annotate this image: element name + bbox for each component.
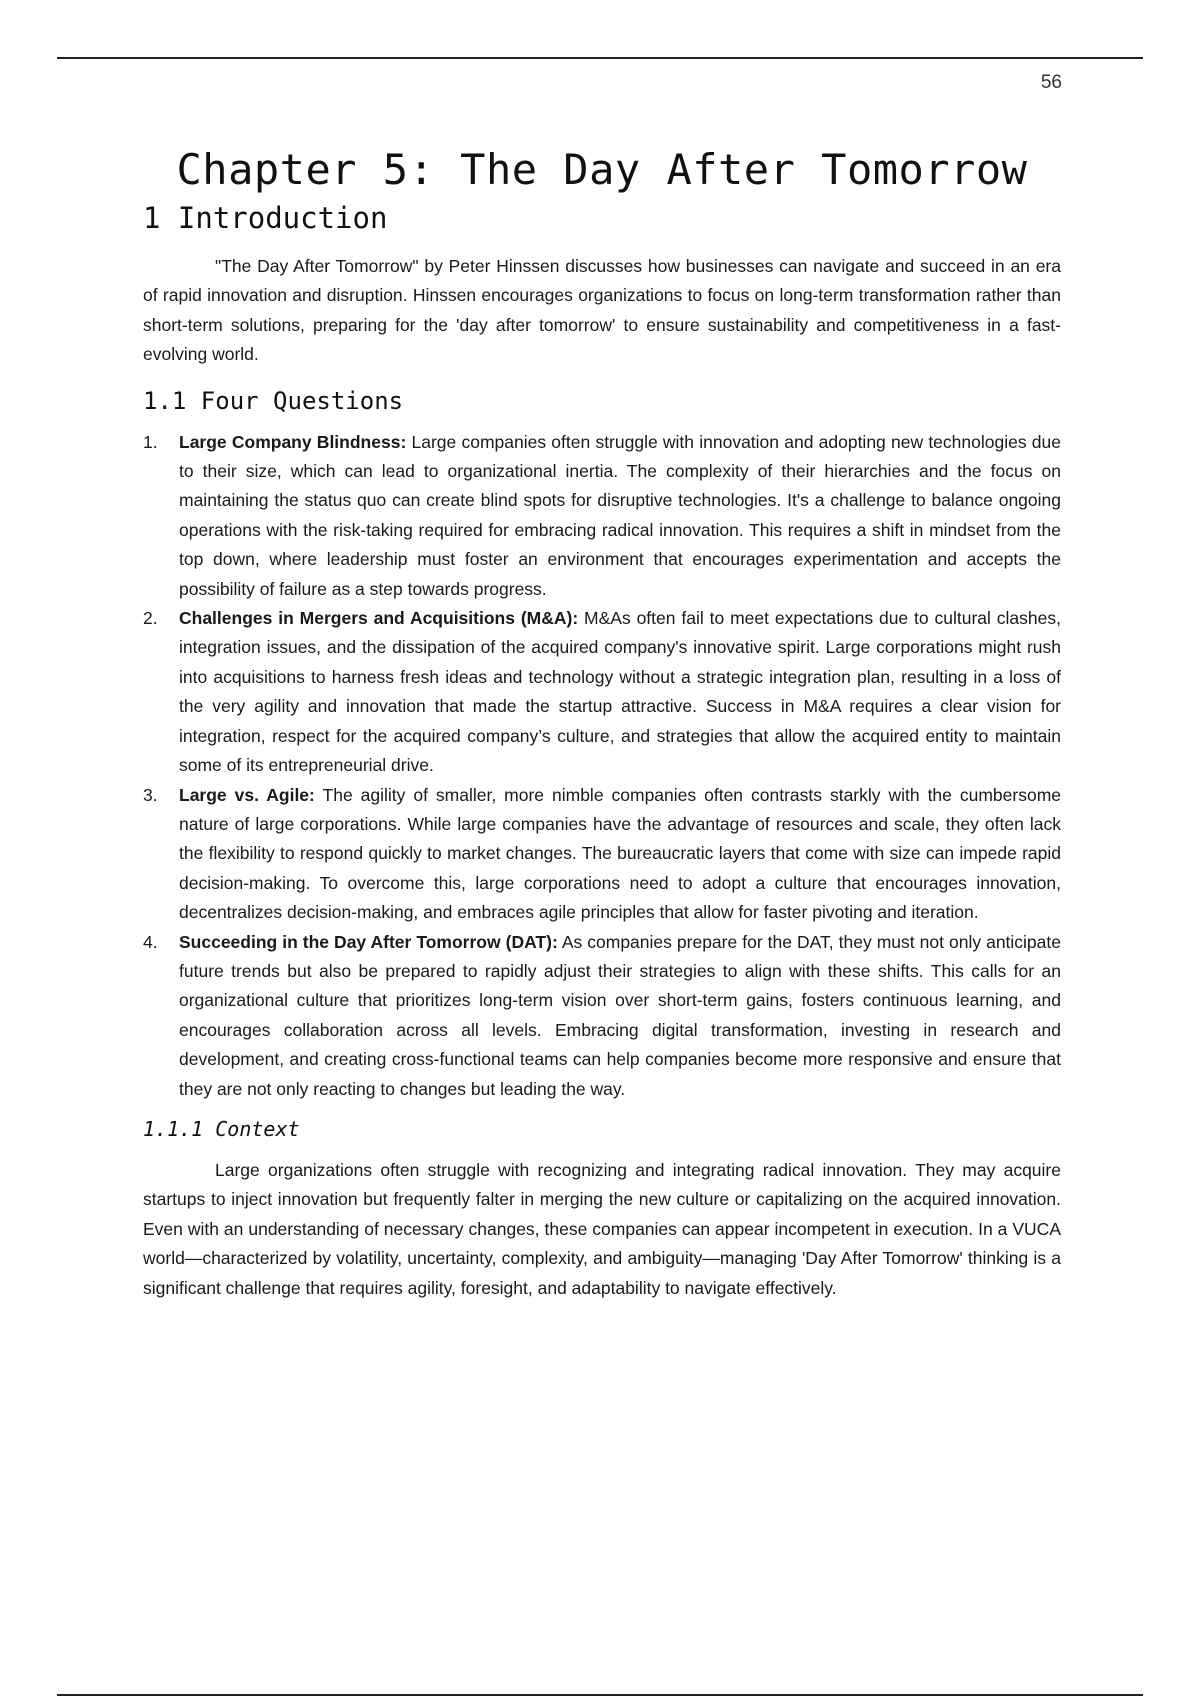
footer-rule [57,1694,1143,1696]
intro-paragraph: "The Day After Tomorrow" by Peter Hinssen discusses how businesses can navigate and succeed in an era of rapid innovation and disruption. Hinssen encourages organizations to focus on long-term transformation rather than short-term solutions, preparing for the 'day after tomorrow' to ensure sustainability and competitiveness in a fast-evolving world. [143,256,1061,365]
list-item-number: 2. [143,608,158,629]
list-item-text: M&As often fail to meet expectations due to cultural clashes, integration issues, and the dissipation of the acquired company's innovative spirit. Large corporations might rush into acquisitions to harness fresh ideas and technology without a strategic integration plan, resulting in a loss of the very agility and innovation that made the startup attractive. Success in M&A requires a clear vision for integration, respect for the acquired company’s culture, and strategies that allow the acquired entity to maintain some of its entrepreneurial drive. [179,608,1061,776]
context-paragraph: Large organizations often struggle with recognizing and integrating radical innovation. They may acquire startups to inject innovation but frequently falter in merging the new culture or capitalizing on the acquired innovation. Even with an understanding of necessary changes, these companies can appear incompetent in execution. In a VUCA world—characterized by volatility, uncertainty, complexity, and ambiguity—managing 'Day After Tomorrow' thinking is a significant challenge that requires agility, foresight, and adaptability to navigate effectively. [143,1159,1061,1298]
list-item-term: Challenges in Mergers and Acquisitions (M&A): [179,608,579,629]
section-heading-four-questions: 1.1 Four Questions [143,386,404,415]
list-item-text: As companies prepare for the DAT, they must not only anticipate future trends but also be prepared to rapidly adjust their strategies to align with these shifts. This calls for an organizational culture that prioritizes long-term vision over short-term gains, fosters continuous learning, and encourages collaboration across all levels. Embracing digital transformation, investing in research and development, and creating cross-functional teams can help companies become more responsive and ensure that they are not only reacting to changes but leading the way. [179,931,1061,1099]
chapter-title: Chapter 5: The Day After Tomorrow [176,145,1028,194]
header-rule [57,57,1143,59]
list-item-text: The agility of smaller, more nimble companies often contrasts starkly with the cumbersome nature of large corporations. While large companies have the advantage of resources and scale, they often lack the flexibility to respond quickly to market changes. The bureaucratic layers that come with size can impede rapid decision-making. To overcome this, large corporations need to adopt a culture that encourages innovation, decentralizes decision-making, and embraces agile principles that allow for faster pivoting and iteration. [179,784,1061,923]
section-heading-context: 1.1.1 Context [143,1116,300,1141]
list-item [143,781,1061,928]
section-heading-introduction: 1 Introduction [143,201,388,235]
list-item-number: 3. [143,784,158,805]
page-content [143,142,1061,1303]
list-item [143,428,1061,604]
list-item-term: Succeeding in the Day After Tomorrow (DAT): [179,931,558,952]
list-item [143,928,1061,1104]
list-item-term: Large Company Blindness: [179,431,407,452]
page-number: 56 [1040,72,1062,93]
list-item-number: 1. [143,431,158,452]
four-questions-list [143,428,1061,1104]
list-item-term: Large vs. Agile: [179,784,315,805]
list-item-number: 4. [143,931,158,952]
list-item [143,604,1061,780]
list-item-text: Large companies often struggle with innovation and adopting new technologies due to their size, which can lead to organizational inertia. The complexity of their hierarchies and the focus on maintaining the status quo can create blind spots for disruptive technologies. It's a challenge to balance ongoing operations with the risk-taking required for embracing radical innovation. This requires a shift in mindset from the top down, where leadership must foster an environment that encourages experimentation and accepts the possibility of failure as a step towards progress. [179,431,1061,599]
